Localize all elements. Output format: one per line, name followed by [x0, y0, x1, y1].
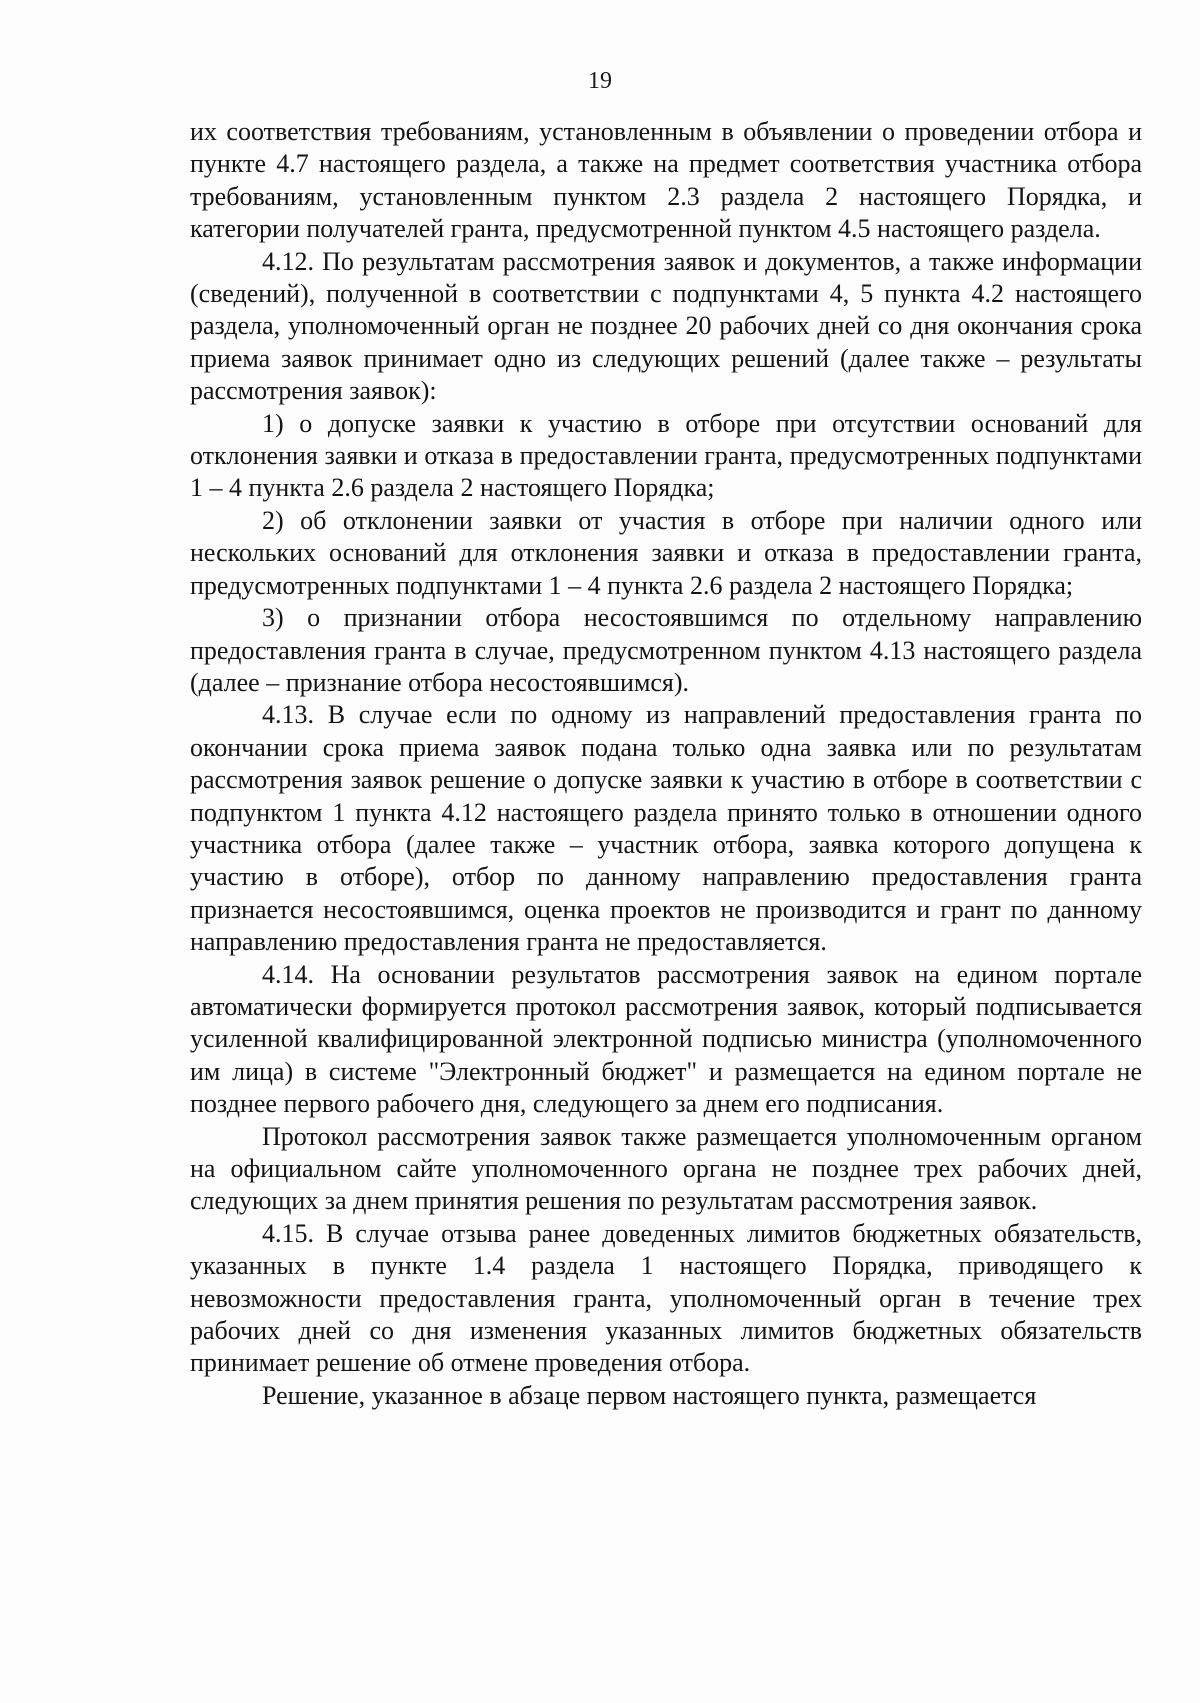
paragraph-item-3: 3) о признании отбора несостоявшимся по отдельному направлению предоставления гранта в случае, предусмотренном пунктом 4.13 настоящего раздела (далее – признание отбора несостоявшимся).	[190, 603, 1142, 697]
paragraph-4-14: 4.14. На основании результатов рассмотрения заявок на едином портале автоматически формируется протокол рассмотрения заявок, который подписывается усиленной квалифицированной электронной подписью министра (уполномоченного им лица) в системе "Электронный бюджет" и размещается на едином портале не позднее первого рабочего дня, следующего за днем его подписания.	[190, 959, 1142, 1119]
page-number: 19	[588, 68, 612, 94]
paragraph-item-1: 1) о допуске заявки к участию в отборе при отсутствии оснований для отклонения заявки и отказа в предоставлении гранта, предусмотренных подпунктами 1 – 4 пункта 2.6 раздела 2 настоящего Порядка;	[190, 408, 1142, 503]
paragraph-4-13: 4.13. В случае если по одному из направлений предоставления гранта по окончании срока приема заявок подана только одна заявка или по результатам рассмотрения заявок решение о допуске заявки к участию в отборе в соответствии с подпунктом 1 пункта 4.12 настоящего раздела принято только в отношении одного участника отбора (далее также – участник отбора, заявка которого допущена к участию в отборе), отбор по данному направлению предоставления гранта признается несостоявшимся, оценка проектов не производится и грант по данному направлению предоставления гранта не предоставляется.	[190, 700, 1142, 957]
document-body	[190, 116, 1142, 1412]
paragraph-protocol: Протокол рассмотрения заявок также размещается уполномоченным органом на официальном сайте уполномоченного органа не позднее трех рабочих дней, следующих за днем принятия решения по результатам рассмотрения заявок.	[190, 1121, 1142, 1216]
paragraph-item-2: 2) об отклонении заявки от участия в отборе при наличии одного или нескольких оснований для отклонения заявки и отказа в предоставлении гранта, предусмотренных подпунктами 1 – 4 пункта 2.6 раздела 2 настоящего Порядка;	[190, 505, 1142, 600]
paragraph-decision: Решение, указанное в абзаце первом настоящего пункта, размещается	[262, 1380, 1037, 1410]
paragraph-continuation: их соответствия требованиям, установленным в объявлении о проведении отбора и пункте 4.7 настоящего раздела, а также на предмет соответствия участника отбора требованиям, установленным пунктом 2.3 раздела 2 настоящего Порядка, и категории получателей гранта, предусмотренной пунктом 4.5 настоящего раздела.	[190, 117, 1142, 244]
paragraph-4-15: 4.15. В случае отзыва ранее доведенных лимитов бюджетных обязательств, указанных в пункте 1.4 раздела 1 настоящего Порядка, приводящего к невозможности предоставления гранта, уполномоченный орган в течение трех рабочих дней со дня изменения указанных лимитов бюджетных обязательств принимает решение об отмене проведения отбора.	[190, 1218, 1142, 1378]
paragraph-4-12: 4.12. По результатам рассмотрения заявок и документов, а также информации (сведений), полученной в соответствии с подпунктами 4, 5 пункта 4.2 настоящего раздела, уполномоченный орган не позднее 20 рабочих дней со дня окончания срока приема заявок принимает одно из следующих решений (далее также – результаты рассмотрения заявок):	[190, 246, 1142, 406]
